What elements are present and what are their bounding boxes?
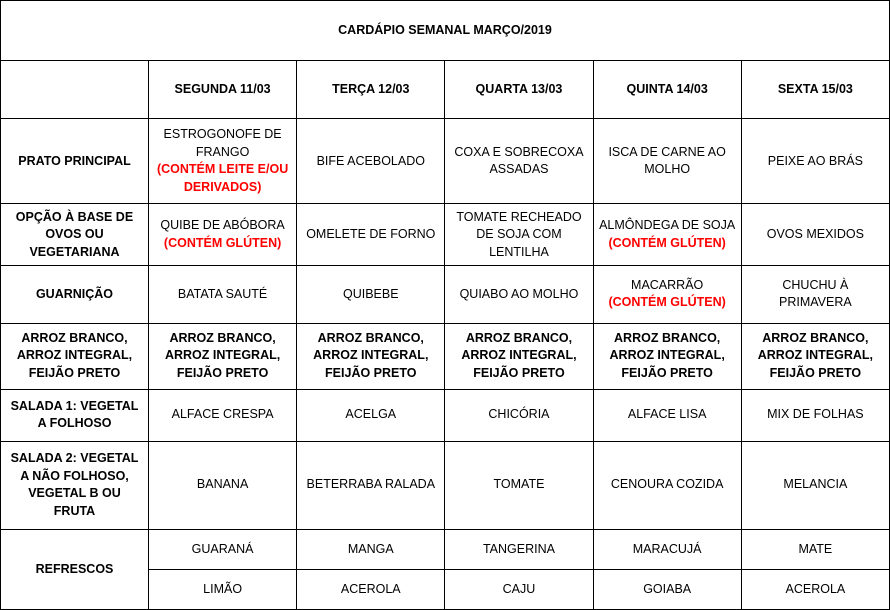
dish-name: TOMATE RECHEADO DE SOJA COM LENTILHA bbox=[456, 209, 582, 259]
menu-cell bbox=[297, 529, 445, 569]
menu-cell bbox=[741, 204, 889, 266]
dish-name: ISCA DE CARNE AO MOLHO bbox=[608, 144, 726, 177]
dish-name: MELANCIA bbox=[783, 477, 848, 492]
row-header-opcao-vegetariana: OPÇÃO À BASE DE OVOS OU VEGETARIANA bbox=[1, 204, 149, 266]
dish-name: ARROZ BRANCO, ARROZ INTEGRAL, FEIJÃO PRETO bbox=[461, 330, 577, 380]
dish-name: BATATA SAUTÉ bbox=[177, 286, 268, 301]
allergen-note: (CONTÉM GLÚTEN) bbox=[163, 235, 282, 250]
dish-name: ALFACE LISA bbox=[627, 407, 707, 422]
drink-name: LIMÃO bbox=[203, 581, 243, 596]
row-header-salada-2: SALADA 2: VEGETAL A NÃO FOLHOSO, VEGETAL B OU FRUTA bbox=[1, 441, 149, 529]
menu-cell bbox=[149, 204, 297, 266]
menu-cell bbox=[593, 569, 741, 609]
dish-name: ESTROGONOFE DE FRANGO bbox=[163, 127, 282, 159]
column-header-segunda: SEGUNDA 11/03 bbox=[149, 61, 297, 119]
dish-name: TOMATE bbox=[493, 477, 545, 492]
allergen-note: (CONTÉM GLÚTEN) bbox=[608, 295, 726, 310]
dish-name: MIX DE FOLHAS bbox=[767, 407, 864, 422]
menu-cell bbox=[741, 323, 889, 389]
dish-name: COXA E SOBRECOXA ASSADAS bbox=[454, 144, 584, 177]
dish-name: ALMÔNDEGA DE SOJA bbox=[599, 218, 736, 233]
menu-cell bbox=[149, 119, 297, 204]
menu-cell bbox=[445, 119, 593, 204]
row-header-salada-1: SALADA 1: VEGETAL A FOLHOSO bbox=[1, 389, 149, 441]
dish-name: OVOS MEXIDOS bbox=[766, 227, 864, 242]
dish-name: CENOURA COZIDA bbox=[610, 477, 724, 492]
menu-cell bbox=[593, 119, 741, 204]
menu-cell bbox=[149, 323, 297, 389]
menu-cell bbox=[149, 529, 297, 569]
menu-cell bbox=[445, 389, 593, 441]
menu-cell bbox=[445, 441, 593, 529]
row-header-arroz-feijao: ARROZ BRANCO, ARROZ INTEGRAL, FEIJÃO PRETO bbox=[1, 323, 149, 389]
menu-cell bbox=[741, 529, 889, 569]
menu-cell bbox=[741, 119, 889, 204]
drink-name: ACEROLA bbox=[785, 581, 846, 596]
dish-name: BIFE ACEBOLADO bbox=[316, 153, 425, 168]
menu-cell bbox=[593, 204, 741, 266]
menu-cell bbox=[741, 569, 889, 609]
column-header-terca: TERÇA 12/03 bbox=[297, 61, 445, 119]
menu-cell bbox=[297, 389, 445, 441]
allergen-note: (CONTÉM GLÚTEN) bbox=[608, 235, 726, 250]
menu-cell bbox=[593, 266, 741, 323]
menu-title: CARDÁPIO SEMANAL MARÇO/2019 bbox=[1, 1, 890, 61]
corner-cell bbox=[1, 61, 149, 119]
column-header-quarta: QUARTA 13/03 bbox=[445, 61, 593, 119]
row-header-guarnicao: GUARNIÇÃO bbox=[1, 266, 149, 323]
drink-name: ACEROLA bbox=[340, 581, 401, 596]
menu-cell bbox=[297, 204, 445, 266]
menu-cell bbox=[297, 441, 445, 529]
drink-name: TANGERINA bbox=[482, 541, 555, 556]
menu-cell bbox=[445, 266, 593, 323]
menu-cell bbox=[741, 266, 889, 323]
menu-cell bbox=[445, 204, 593, 266]
dish-name: PEIXE AO BRÁS bbox=[767, 153, 863, 168]
column-header-sexta: SEXTA 15/03 bbox=[741, 61, 889, 119]
dish-name: ALFACE CRESPA bbox=[171, 407, 274, 422]
menu-cell bbox=[593, 389, 741, 441]
dish-name: MACARRÃO bbox=[631, 277, 704, 292]
column-header-quinta: QUINTA 14/03 bbox=[593, 61, 741, 119]
menu-cell bbox=[741, 389, 889, 441]
menu-cell bbox=[741, 441, 889, 529]
drink-name: GOIABA bbox=[643, 581, 692, 596]
menu-cell bbox=[149, 441, 297, 529]
allergen-note: (CONTÉM LEITE E/OU DERIVADOS) bbox=[156, 162, 289, 194]
dish-name: BETERRABA RALADA bbox=[306, 477, 436, 492]
drink-name: MATE bbox=[798, 541, 833, 556]
dish-name: ARROZ BRANCO, ARROZ INTEGRAL, FEIJÃO PRETO bbox=[609, 330, 725, 380]
dish-name: QUIBEBE bbox=[342, 286, 399, 301]
menu-cell bbox=[445, 323, 593, 389]
menu-cell bbox=[593, 529, 741, 569]
dish-name: QUIABO AO MOLHO bbox=[459, 286, 579, 301]
row-header-refrescos: REFRESCOS bbox=[1, 529, 149, 609]
menu-cell bbox=[445, 569, 593, 609]
dish-name: ARROZ BRANCO, ARROZ INTEGRAL, FEIJÃO PRETO bbox=[313, 330, 429, 380]
drink-name: MARACUJÁ bbox=[632, 541, 702, 556]
menu-cell bbox=[149, 266, 297, 323]
menu-cell bbox=[297, 266, 445, 323]
menu-cell bbox=[297, 119, 445, 204]
dish-name: BANANA bbox=[196, 477, 249, 492]
dish-name: ARROZ BRANCO, ARROZ INTEGRAL, FEIJÃO PRETO bbox=[757, 330, 874, 380]
menu-cell bbox=[593, 441, 741, 529]
dish-name: QUIBE DE ABÓBORA bbox=[160, 218, 285, 233]
menu-cell bbox=[297, 569, 445, 609]
menu-cell bbox=[593, 323, 741, 389]
menu-cell bbox=[149, 389, 297, 441]
dish-name: ACELGA bbox=[345, 407, 397, 422]
dish-name: OMELETE DE FORNO bbox=[306, 227, 436, 242]
dish-name: CHICÓRIA bbox=[488, 407, 550, 422]
dish-name: CHUCHU À PRIMAVERA bbox=[779, 277, 852, 310]
drink-name: CAJU bbox=[502, 581, 536, 596]
dish-name: ARROZ BRANCO, ARROZ INTEGRAL, FEIJÃO PRETO bbox=[164, 330, 281, 380]
menu-cell bbox=[445, 529, 593, 569]
drink-name: MANGA bbox=[347, 541, 394, 556]
menu-cell bbox=[149, 569, 297, 609]
menu-cell bbox=[297, 323, 445, 389]
drink-name: GUARANÁ bbox=[191, 541, 254, 556]
row-header-prato-principal: PRATO PRINCIPAL bbox=[1, 119, 149, 204]
